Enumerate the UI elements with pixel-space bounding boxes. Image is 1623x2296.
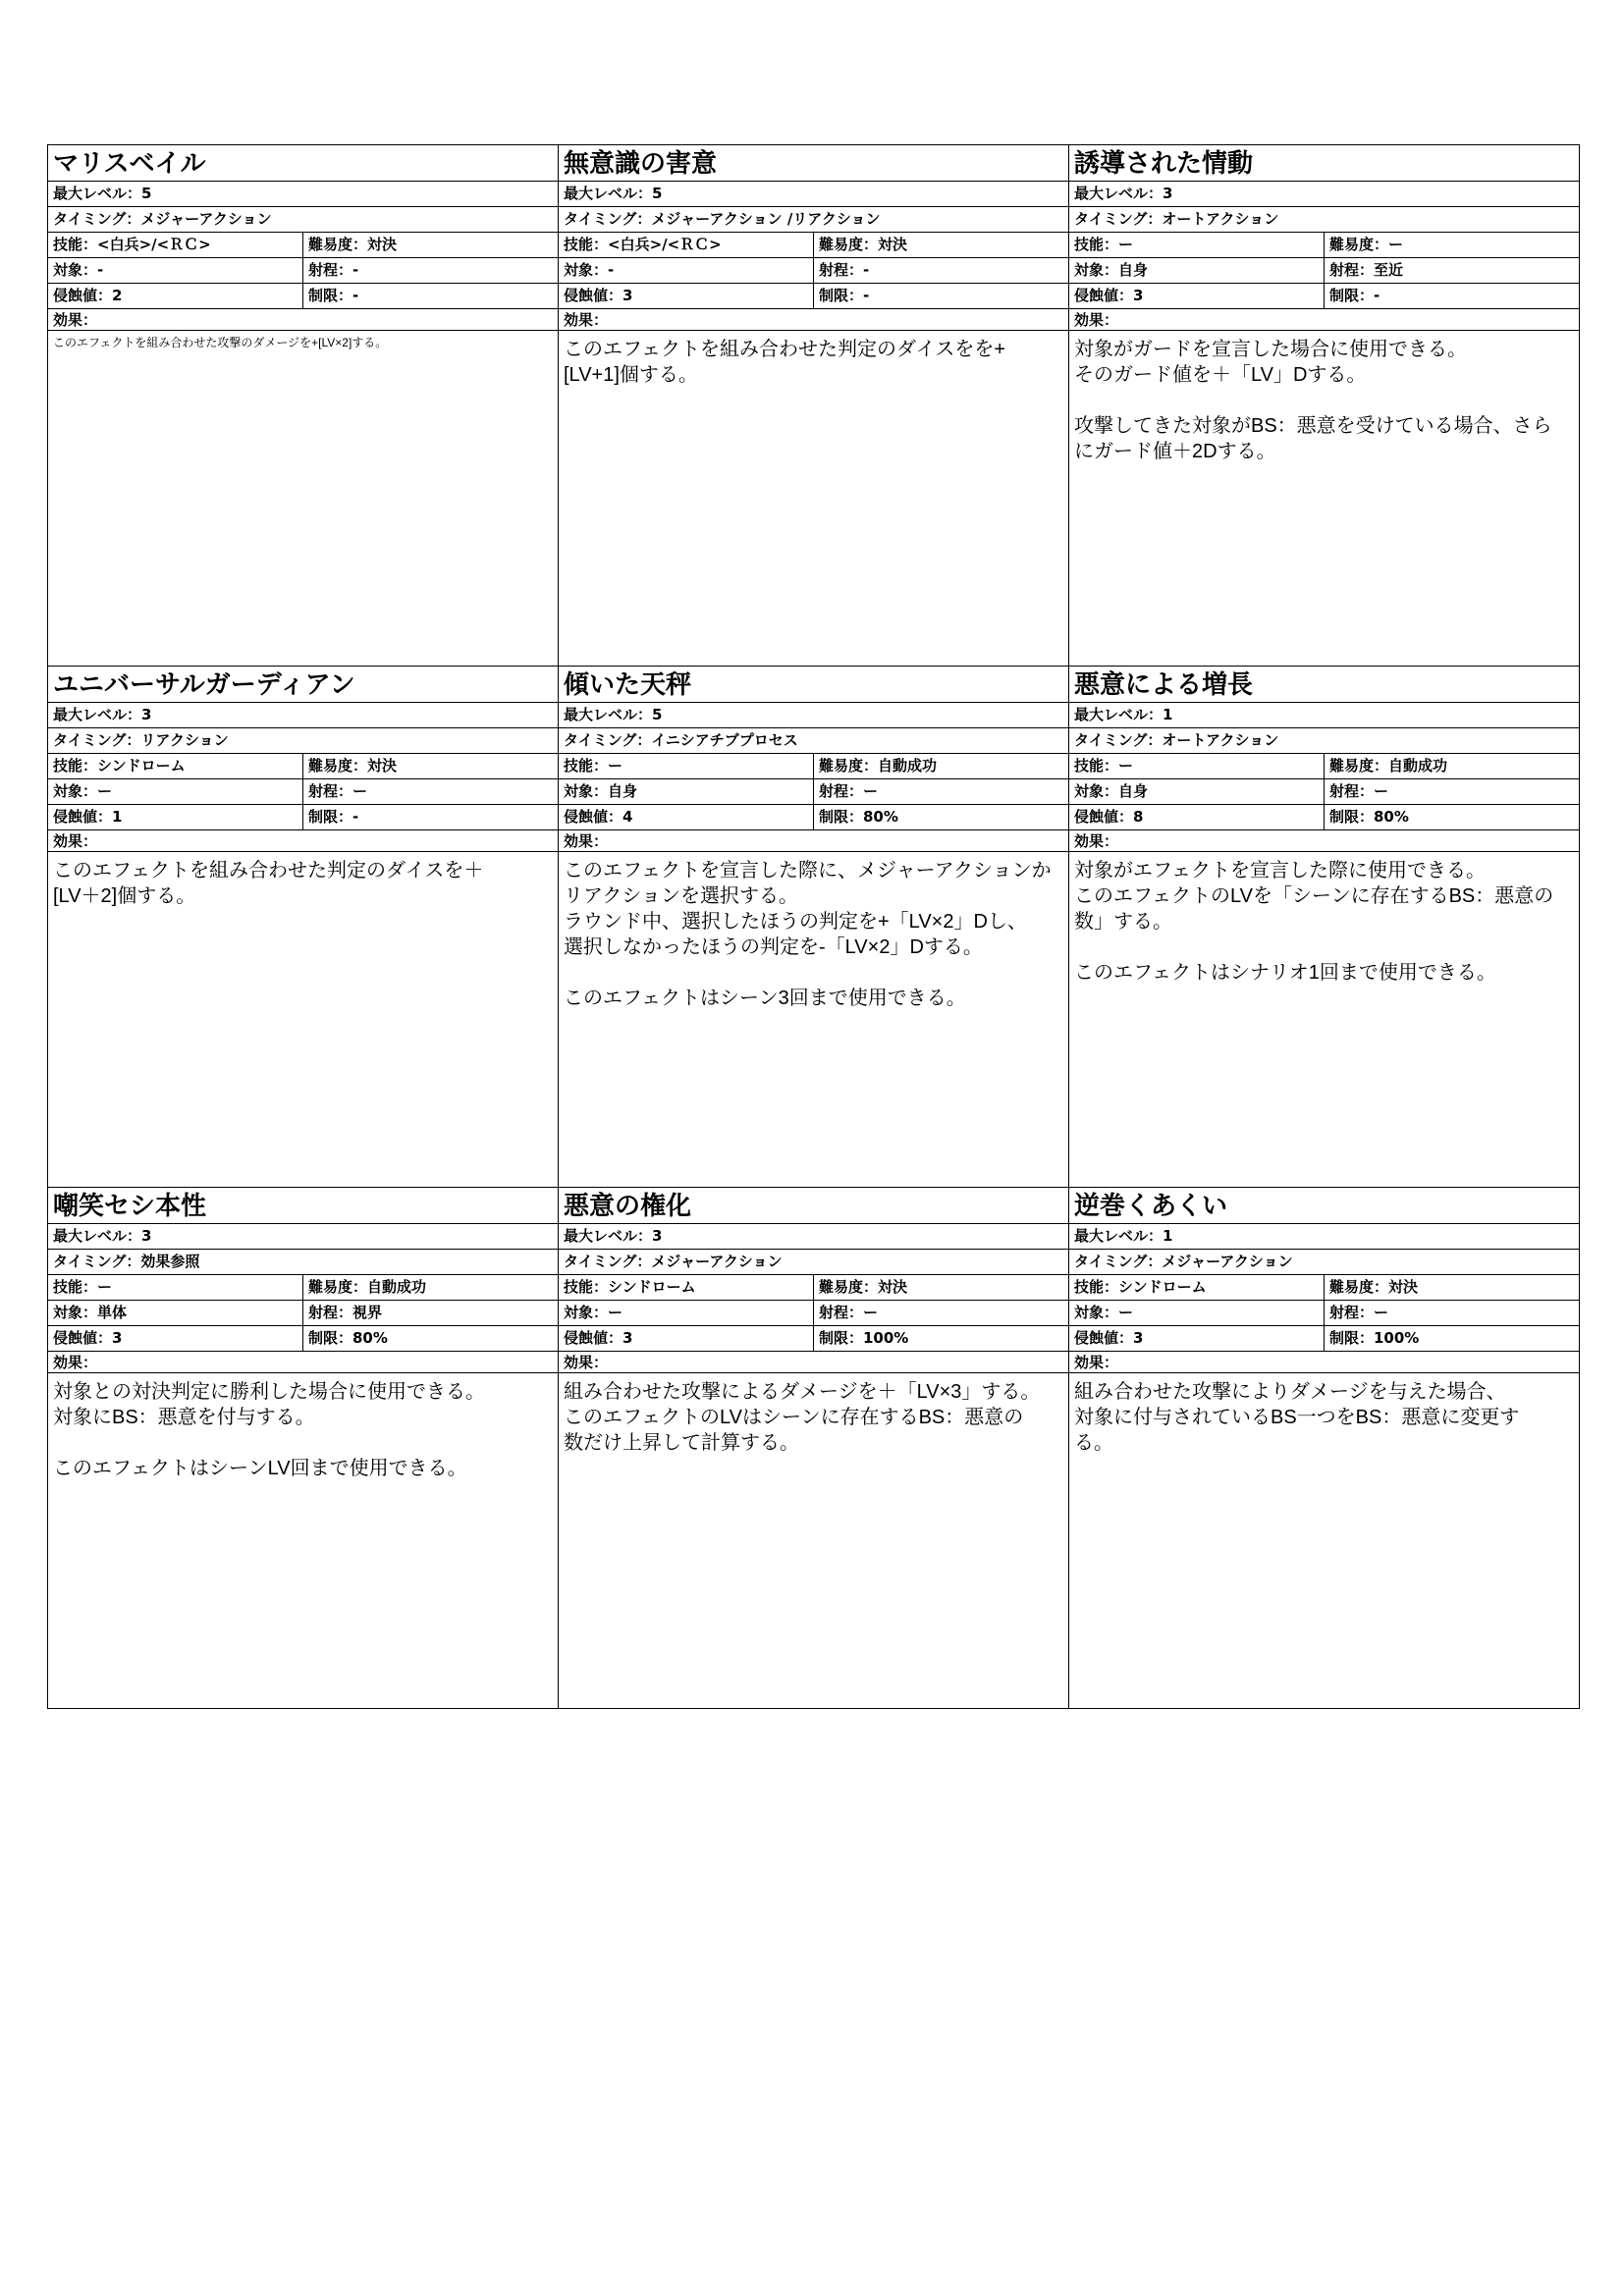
target: 対象：自身 — [1069, 779, 1325, 804]
timing: タイミング：リアクション — [48, 728, 558, 754]
max-level: 最大レベル：3 — [559, 1224, 1068, 1250]
target-range-row — [1069, 779, 1579, 805]
effect-label: 効果： — [48, 309, 558, 331]
max-level: 最大レベル：3 — [48, 1224, 558, 1250]
difficulty: 難易度：対決 — [308, 757, 398, 774]
erosion: 侵蝕値：3 — [1069, 1326, 1325, 1351]
timing: タイミング：メジャーアクション — [559, 1250, 1068, 1275]
erosion-limit-row — [1069, 284, 1579, 309]
erosion: 侵蝕値：3 — [559, 284, 814, 308]
erosion-limit-row — [48, 805, 558, 830]
skill: 技能：ー — [1069, 233, 1325, 257]
card-row — [48, 667, 1583, 1188]
erosion: 侵蝕値：8 — [1069, 805, 1325, 829]
erosion: 侵蝕値：4 — [559, 805, 814, 829]
erosion-limit-row — [48, 1326, 558, 1352]
skill: 技能：シンドローム — [48, 754, 303, 778]
skill-difficulty-row — [559, 1275, 1068, 1301]
max-level: 最大レベル：3 — [48, 703, 558, 728]
timing: タイミング：メジャーアクション — [1069, 1250, 1579, 1275]
target-range-row — [48, 1301, 558, 1326]
effect-card — [558, 1187, 1069, 1709]
skill: 技能：<白兵>/<ＲＣ> — [559, 233, 814, 257]
range: 射程：視界 — [308, 1304, 383, 1321]
effect-name: 誘導された情動 — [1069, 145, 1579, 182]
skill: 技能：シンドローム — [1069, 1275, 1325, 1300]
skill-difficulty-row — [48, 233, 558, 258]
difficulty: 難易度：対決 — [819, 236, 908, 253]
effect-name: マリスベイル — [48, 145, 558, 182]
target: 対象：自身 — [559, 779, 814, 804]
skill-difficulty-row — [1069, 754, 1579, 779]
difficulty: 難易度：対決 — [1329, 1278, 1419, 1296]
max-level: 最大レベル：3 — [1069, 182, 1579, 207]
range: 射程：ー — [819, 782, 879, 800]
target-range-row — [1069, 1301, 1579, 1326]
range: 射程：ー — [1329, 782, 1389, 800]
effect-label: 効果： — [1069, 309, 1579, 331]
effect-text: 組み合わせた攻撃によりダメージを与えた場合、 対象に付与されているBS一つをBS：悪意に変更す る。 — [1074, 1381, 1520, 1454]
effect-label: 効果： — [559, 830, 1068, 852]
effect-card — [1068, 1187, 1580, 1709]
range: 射程：至近 — [1329, 261, 1404, 279]
effect-label: 効果： — [1069, 1352, 1579, 1373]
target-range-row — [559, 258, 1068, 284]
difficulty: 難易度：ー — [1329, 236, 1404, 253]
effect-text: このエフェクトを組み合わせた判定のダイスを＋ [LV＋2]個する。 — [53, 860, 484, 907]
timing: タイミング：オートアクション — [1069, 728, 1579, 754]
max-level: 最大レベル：5 — [559, 703, 1068, 728]
difficulty: 難易度：自動成功 — [308, 1278, 427, 1296]
erosion-limit-row — [559, 1326, 1068, 1352]
limit: 制限：100% — [819, 1329, 909, 1347]
max-level: 最大レベル：1 — [1069, 703, 1579, 728]
effect-card — [558, 666, 1069, 1188]
effect-name: 逆巻くあくい — [1069, 1188, 1579, 1224]
erosion-limit-row — [1069, 805, 1579, 830]
target: 対象：ー — [1069, 1301, 1325, 1325]
timing: タイミング：メジャーアクション — [48, 207, 558, 233]
timing: タイミング：オートアクション — [1069, 207, 1579, 233]
effect-card — [558, 144, 1069, 667]
limit: 制限：80% — [1329, 808, 1409, 826]
effect-text: 対象がガードを宣言した場合に使用できる。 そのガード値を＋「LV」Dする。 攻撃してきた対象がBS：悪意を受けている場合、さら にガード値＋2Dする。 — [1074, 339, 1552, 462]
limit: 制限：- — [819, 287, 870, 304]
erosion: 侵蝕値：3 — [1069, 284, 1325, 308]
erosion-limit-row — [48, 284, 558, 309]
erosion-limit-row — [559, 284, 1068, 309]
limit: 制限：- — [1329, 287, 1380, 304]
skill: 技能：シンドローム — [559, 1275, 814, 1300]
effect-label: 効果： — [48, 1352, 558, 1373]
effect-card — [47, 1187, 559, 1709]
effect-label: 効果： — [48, 830, 558, 852]
effect-text: 組み合わせた攻撃によるダメージを＋「LV×3」する。 このエフェクトのLVはシーンに存在するBS：悪意の 数だけ上昇して計算する。 — [564, 1381, 1041, 1454]
erosion: 侵蝕値：3 — [48, 1326, 303, 1351]
effect-text: このエフェクトを組み合わせた判定のダイスをを+ [LV+1]個する。 — [564, 339, 1006, 386]
card-row — [48, 1188, 1583, 1709]
effect-label: 効果： — [559, 1352, 1068, 1373]
difficulty: 難易度：自動成功 — [819, 757, 938, 774]
target-range-row — [1069, 258, 1579, 284]
target: 対象：ー — [48, 779, 303, 804]
skill-difficulty-row — [1069, 1275, 1579, 1301]
target: 対象：- — [48, 258, 303, 283]
effect-card-sheet — [48, 145, 1583, 1709]
effect-name: ユニバーサルガーディアン — [48, 667, 558, 703]
skill: 技能：<白兵>/<ＲＣ> — [48, 233, 303, 257]
max-level: 最大レベル：1 — [1069, 1224, 1579, 1250]
erosion: 侵蝕値：1 — [48, 805, 303, 829]
skill: 技能：ー — [48, 1275, 303, 1300]
effect-card — [47, 144, 559, 667]
skill-difficulty-row — [559, 754, 1068, 779]
difficulty: 難易度：対決 — [308, 236, 398, 253]
target-range-row — [48, 258, 558, 284]
target-range-row — [48, 779, 558, 805]
effect-card — [47, 666, 559, 1188]
limit: 制限：- — [308, 808, 359, 826]
max-level: 最大レベル：5 — [48, 182, 558, 207]
timing: タイミング：イニシアチブプロセス — [559, 728, 1068, 754]
skill: 技能：ー — [559, 754, 814, 778]
target: 対象：自身 — [1069, 258, 1325, 283]
effect-label: 効果： — [1069, 830, 1579, 852]
difficulty: 難易度：自動成功 — [1329, 757, 1448, 774]
timing: タイミング：メジャーアクション /リアクション — [559, 207, 1068, 233]
effect-card — [1068, 666, 1580, 1188]
difficulty: 難易度：対決 — [819, 1278, 908, 1296]
target: 対象：単体 — [48, 1301, 303, 1325]
range: 射程：ー — [819, 1304, 879, 1321]
target: 対象：- — [559, 258, 814, 283]
range: 射程：ー — [308, 782, 368, 800]
timing: タイミング：効果参照 — [48, 1250, 558, 1275]
target-range-row — [559, 779, 1068, 805]
effect-name: 嘲笑セシ本性 — [48, 1188, 558, 1224]
range: 射程：ー — [1329, 1304, 1389, 1321]
effect-name: 傾いた天秤 — [559, 667, 1068, 703]
target-range-row — [559, 1301, 1068, 1326]
target: 対象：ー — [559, 1301, 814, 1325]
effect-name: 悪意の権化 — [559, 1188, 1068, 1224]
skill-difficulty-row — [48, 754, 558, 779]
erosion-limit-row — [559, 805, 1068, 830]
limit: 制限：80% — [819, 808, 898, 826]
skill: 技能：ー — [1069, 754, 1325, 778]
skill-difficulty-row — [1069, 233, 1579, 258]
effect-name: 無意識の害意 — [559, 145, 1068, 182]
limit: 制限：- — [308, 287, 359, 304]
skill-difficulty-row — [559, 233, 1068, 258]
effect-text: このエフェクトを組み合わせた攻撃のダメージを+[LV×2]する。 — [53, 336, 388, 349]
card-row — [48, 145, 1583, 667]
effect-label: 効果： — [559, 309, 1068, 331]
erosion: 侵蝕値：2 — [48, 284, 303, 308]
max-level: 最大レベル：5 — [559, 182, 1068, 207]
effect-text: 対象との対決判定に勝利した場合に使用できる。 対象にBS：悪意を付与する。 このエフェクトはシーンLV回まで使用できる。 — [53, 1381, 485, 1479]
limit: 制限：80% — [308, 1329, 388, 1347]
effect-text: このエフェクトを宣言した際に、メジャーアクションか リアクションを選択する。 ラウンド中、選択したほうの判定を+「LV×2」Dし、 選択しなかったほうの判定を-「LV×2」Dする。 このエフェクトはシーン3回まで使用できる。 — [564, 860, 1052, 1009]
erosion: 侵蝕値：3 — [559, 1326, 814, 1351]
erosion-limit-row — [1069, 1326, 1579, 1352]
limit: 制限：100% — [1329, 1329, 1420, 1347]
effect-name: 悪意による増長 — [1069, 667, 1579, 703]
skill-difficulty-row — [48, 1275, 558, 1301]
range: 射程：- — [308, 261, 359, 279]
effect-card — [1068, 144, 1580, 667]
range: 射程：- — [819, 261, 870, 279]
effect-text: 対象がエフェクトを宣言した際に使用できる。 このエフェクトのLVを「シーンに存在するBS：悪意の 数」する。 このエフェクトはシナリオ1回まで使用できる。 — [1074, 860, 1554, 984]
